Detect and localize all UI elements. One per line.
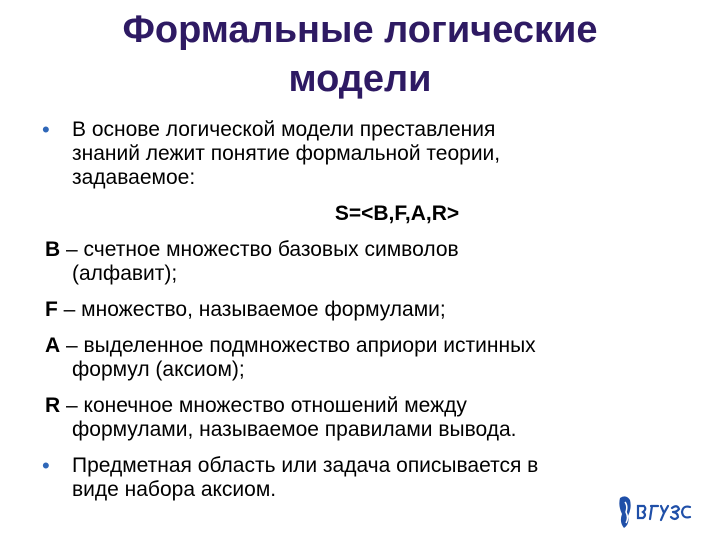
- definition-b-text: – счетное множество базовых символов: [60, 238, 459, 261]
- university-logo: [616, 492, 698, 532]
- bullet-icon: •: [42, 453, 50, 478]
- formula: S=<B,F,A,R>: [334, 202, 460, 225]
- definition-b: [0, 238, 720, 286]
- definition-f-text: – множество, называемое формулами;: [57, 298, 446, 321]
- definition-r: [0, 394, 720, 442]
- definition-b-line-2: (алфавит);: [72, 262, 178, 285]
- bullet-icon: •: [42, 117, 50, 142]
- bullet-2-line-2: виде набора аксиом.: [72, 478, 277, 501]
- bullet-1-line-1: В основе логической модели преставления: [72, 118, 496, 141]
- definition-r-term: R: [45, 394, 61, 417]
- slide-body: [0, 118, 720, 502]
- definition-a-term: A: [45, 334, 61, 357]
- bullet-item-2: [0, 454, 720, 502]
- definition-a-line-2: формул (аксиом);: [72, 358, 245, 381]
- title-line-2: модели: [288, 58, 432, 100]
- definition-f: [0, 298, 720, 322]
- title-line-1: Формальные логические: [122, 9, 598, 51]
- definition-b-term: B: [45, 238, 61, 261]
- definition-a: [0, 334, 720, 382]
- logo-emblem-icon: [619, 496, 630, 528]
- slide-title: [40, 6, 680, 104]
- bullet-1-line-2: знаний лежит понятие формальной теории,: [72, 142, 501, 165]
- bullet-item-1: [0, 118, 720, 190]
- logo-wordmark-icon: [638, 506, 690, 520]
- definition-f-term: F: [45, 298, 58, 321]
- bullet-1-line-3: задаваемое:: [72, 166, 196, 189]
- definition-r-text: – конечное множество отношений между: [60, 394, 467, 417]
- definition-a-text: – выделенное подмножество априори истинных: [60, 334, 536, 357]
- definition-r-line-2: формулами, называемое правилами вывода.: [72, 418, 517, 441]
- bullet-2-line-1: Предметная область или задача описывается в: [72, 454, 539, 477]
